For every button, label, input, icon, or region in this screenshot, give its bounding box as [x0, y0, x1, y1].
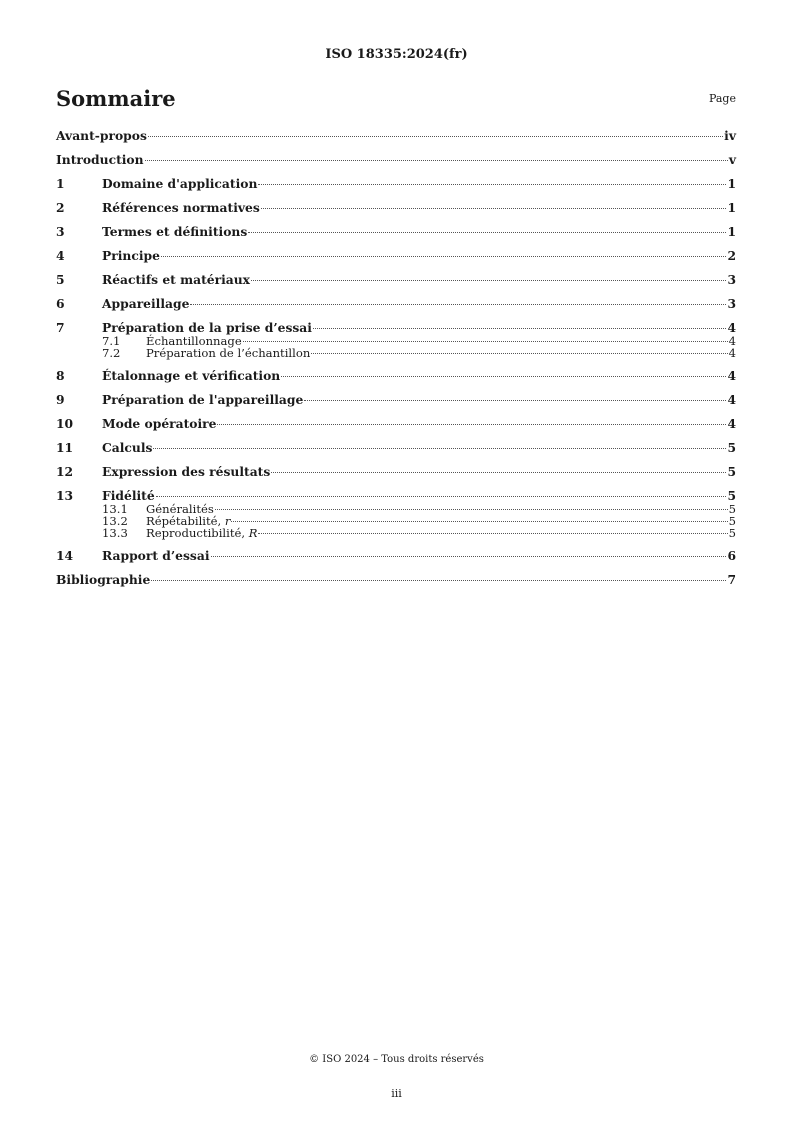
toc-entry[interactable] — [56, 128, 736, 143]
dot-leader — [151, 580, 726, 581]
toc-entry-number: 4 — [56, 248, 65, 263]
dot-leader — [153, 448, 726, 449]
toc-entry-number: 7.2 — [102, 346, 121, 360]
dot-leader — [161, 256, 727, 257]
toc-entry-page: v — [728, 152, 736, 167]
toc-entry-title: Termes et définitions — [102, 224, 248, 239]
toc-entry-title: Répétabilité, r — [146, 514, 231, 528]
toc-entry[interactable] — [56, 320, 736, 335]
toc-entry[interactable] — [56, 392, 736, 407]
toc-entry-page: 4 — [727, 416, 736, 431]
toc-entry-number: 11 — [56, 440, 74, 455]
toc-entry-page: 2 — [727, 248, 736, 263]
toc-entry-number: 9 — [56, 392, 65, 407]
toc-entry-title: Avant-propos — [56, 128, 147, 143]
toc-entry-number: 14 — [56, 548, 74, 563]
dot-leader — [231, 521, 727, 522]
toc-entry-page: 5 — [727, 488, 736, 503]
toc-entry[interactable] — [56, 488, 736, 503]
toc-entry-page: 5 — [728, 502, 736, 516]
toc-entry[interactable] — [56, 176, 736, 191]
copyright-notice: © ISO 2024 – Tous droits réservés — [309, 1054, 484, 1065]
toc-entry-title: Domaine d'application — [102, 176, 258, 191]
toc-entry-title: Appareillage — [102, 296, 190, 311]
toc-entry-number: 12 — [56, 464, 74, 479]
dot-leader — [145, 160, 728, 161]
toc-entry[interactable] — [56, 368, 736, 383]
toc-entry-number: 5 — [56, 272, 65, 287]
dot-leader — [211, 556, 727, 557]
toc-entry[interactable] — [56, 200, 736, 215]
toc-entry-title: Bibliographie — [56, 572, 151, 587]
dot-leader — [258, 184, 726, 185]
toc-entry-symbol: r — [224, 514, 231, 528]
toc-entry-number: 7.1 — [102, 334, 121, 348]
page-number: iii — [391, 1087, 402, 1100]
dot-leader — [243, 341, 728, 342]
toc-entry[interactable] — [56, 224, 736, 239]
toc-entry-page: 4 — [727, 392, 736, 407]
toc-entry-number: 2 — [56, 200, 65, 215]
toc-subentry[interactable] — [56, 527, 736, 539]
toc-entry[interactable] — [56, 272, 736, 287]
toc-entry[interactable] — [56, 296, 736, 311]
toc-entry-symbol: R — [248, 526, 258, 540]
toc-entry-title: Mode opératoire — [102, 416, 217, 431]
toc-entry-number: 13.1 — [102, 502, 128, 516]
toc-entry-title: Généralités — [146, 502, 214, 516]
dot-leader — [215, 509, 728, 510]
toc-entry-title: Reproductibilité, R — [146, 526, 258, 540]
toc-entry-title: Étalonnage et vérification — [102, 368, 281, 383]
document-header: ISO 18335:2024(fr) — [325, 47, 468, 62]
toc-subentry[interactable] — [56, 347, 736, 359]
toc-entry-title: Principe — [102, 248, 160, 263]
dot-leader — [251, 280, 726, 281]
toc-entry-page: 5 — [728, 526, 736, 540]
dot-leader — [304, 400, 726, 401]
toc-entry-page: iv — [724, 128, 736, 143]
toc-entry-page: 5 — [727, 464, 736, 479]
toc-entry-page: 1 — [727, 176, 736, 191]
toc-entry-page: 5 — [727, 440, 736, 455]
toc-entry-title: Expression des résultats — [102, 464, 271, 479]
toc-entry-number: 13.2 — [102, 514, 128, 528]
page-title: Sommaire — [56, 86, 176, 111]
toc-entry-page: 4 — [727, 368, 736, 383]
toc-entry-number: 13.3 — [102, 526, 128, 540]
toc-entry-page: 4 — [727, 320, 736, 335]
dot-leader — [217, 424, 726, 425]
toc-entry[interactable] — [56, 572, 736, 587]
toc-entry-number: 13 — [56, 488, 74, 503]
toc-entry-title: Calculs — [102, 440, 153, 455]
dot-leader — [311, 353, 727, 354]
toc-entry[interactable] — [56, 248, 736, 263]
toc-entry-number: 8 — [56, 368, 65, 383]
toc-entry-title: Préparation de l'appareillage — [102, 392, 304, 407]
toc-entry-title: Préparation de la prise d’essai — [102, 320, 312, 335]
toc-entry-title: Préparation de l’échantillon — [146, 346, 311, 360]
toc-entry[interactable] — [56, 464, 736, 479]
toc-entry[interactable] — [56, 440, 736, 455]
dot-leader — [281, 376, 726, 377]
dot-leader — [148, 136, 723, 137]
toc-entry-page: 3 — [727, 272, 736, 287]
dot-leader — [156, 496, 727, 497]
dot-leader — [190, 304, 726, 305]
toc-entry-title: Références normatives — [102, 200, 260, 215]
toc-entry-page: 4 — [728, 346, 736, 360]
dot-leader — [261, 208, 727, 209]
toc-entry-page: 7 — [727, 572, 736, 587]
toc-entry-page: 6 — [727, 548, 736, 563]
toc-entry-page: 1 — [727, 200, 736, 215]
toc-entry-page: 4 — [728, 334, 736, 348]
toc-entry-number: 1 — [56, 176, 65, 191]
title-row — [56, 86, 736, 112]
toc-entry-number: 7 — [56, 320, 65, 335]
toc-entry-title: Introduction — [56, 152, 144, 167]
toc-entry-number: 6 — [56, 296, 65, 311]
toc-entry-title: Fidélité — [102, 488, 155, 503]
toc-entry-page: 5 — [728, 514, 736, 528]
toc-entry-page: 1 — [727, 224, 736, 239]
toc-entry-number: 3 — [56, 224, 65, 239]
toc-entry[interactable] — [56, 416, 736, 431]
dot-leader — [271, 472, 726, 473]
toc-entry[interactable] — [56, 548, 736, 563]
table-of-contents — [56, 128, 736, 587]
toc-entry-number: 10 — [56, 416, 74, 431]
dot-leader — [313, 328, 727, 329]
toc-entry-title: Réactifs et matériaux — [102, 272, 251, 287]
toc-entry-title: Échantillonnage — [146, 334, 242, 348]
dot-leader — [248, 232, 726, 233]
toc-entry-page: 3 — [727, 296, 736, 311]
page-column-label: Page — [708, 92, 736, 105]
dot-leader — [258, 533, 727, 534]
toc-entry[interactable] — [56, 152, 736, 167]
toc-entry-title: Rapport d’essai — [102, 548, 210, 563]
